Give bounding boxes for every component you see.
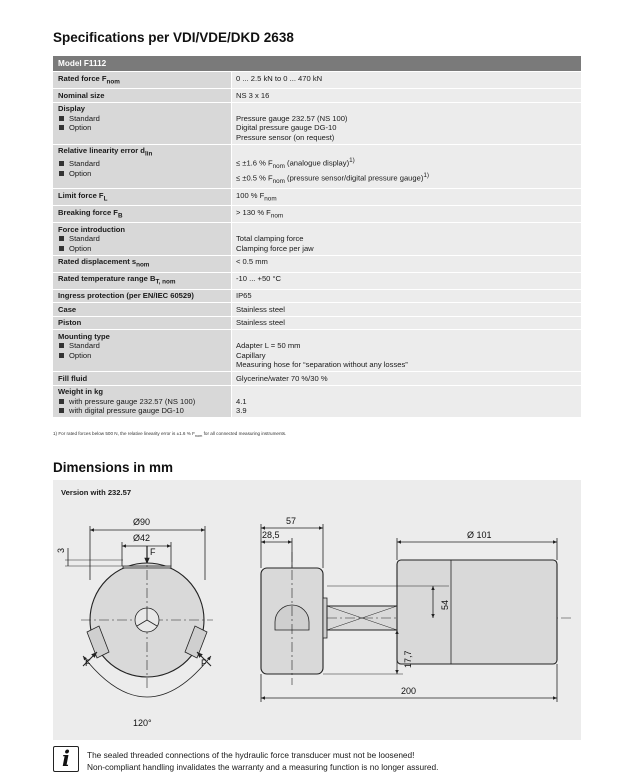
side-view xyxy=(261,524,573,702)
label-dim-28-5: 28,5 xyxy=(262,530,280,540)
front-view xyxy=(65,526,213,697)
version-label: Version with 232.57 xyxy=(61,488,132,497)
row-fill-fluid: Fill fluid Glycerine/water 70 %/30 % xyxy=(53,371,581,385)
row-linearity: Relative linearity error $d_{lin}$ Standard Option ≤ ±1.6 % $F_{nom}$ (analogue display)$^{1)}$ ≤ ±0.5 % $F_{nom}$ (pressure sensor/digital pressure gauge)$^{1)}$ xyxy=(53,144,581,189)
label-force-top: F xyxy=(150,547,156,557)
row-mounting: Mounting type Standard Option Adapter L = 50 mm Capillary Measuring hose for “separation without any losses” xyxy=(53,329,581,371)
bullet-icon xyxy=(59,408,64,413)
label-angle: 120° xyxy=(133,718,152,728)
row-rated-force: Rated force $F_{nom}$ 0 ... 2.5 kN to 0 ... 470 kN xyxy=(53,71,581,88)
bullet-icon xyxy=(59,116,64,121)
label-force-right: F xyxy=(201,658,207,668)
label-d101: Ø 101 xyxy=(467,530,492,540)
row-display: Display Standard Option Pressure gauge 232.57 (NS 100) Digital pressure gauge DG-10 Pressure sensor (on request) xyxy=(53,102,581,144)
dimensions-title: Dimensions in mm xyxy=(53,460,174,475)
label-dim-17-7: 17,7 xyxy=(403,650,413,668)
spec-table xyxy=(53,56,581,417)
row-temperature: Rated temperature range $B_{T, nom}$ -10 ... +50 °C xyxy=(53,272,581,289)
model-header: Model F1112 xyxy=(53,56,581,71)
warning-note xyxy=(53,745,581,775)
label-force-left: F xyxy=(85,658,91,668)
spec-title: Specifications per VDI/VDE/DKD 2638 xyxy=(53,30,294,45)
technical-drawing-svg xyxy=(53,480,581,740)
row-piston: Piston Stainless steel xyxy=(53,316,581,330)
label-d42: Ø42 xyxy=(133,533,151,543)
bullet-icon xyxy=(59,353,64,358)
info-icon: i xyxy=(53,746,79,772)
dimension-drawing xyxy=(53,480,581,740)
label-dim-54: 54 xyxy=(440,599,450,610)
bullet-icon xyxy=(59,125,64,130)
row-weight: Weight in kg with pressure gauge 232.57 (NS 100) with digital pressure gauge DG-10 4.1 3.9 xyxy=(53,385,581,418)
label-dim-200: 200 xyxy=(401,686,417,696)
footnote: 1) For rated forces below 500 N, the relative linearity error is ±1.6 % $F_{nom}$ for all connected measuring instruments. xyxy=(53,431,287,438)
label-dim-57: 57 xyxy=(286,516,297,526)
bullet-icon xyxy=(59,246,64,251)
row-force-introduction: Force introduction Standard Option Total clamping force Clamping force per jaw xyxy=(53,222,581,255)
label-d90: Ø90 xyxy=(133,517,151,527)
label-dim-3: 3 xyxy=(56,547,66,553)
bullet-icon xyxy=(59,171,64,176)
row-displacement: Rated displacement $s_{nom}$ < 0.5 mm xyxy=(53,255,581,272)
row-limit-force: Limit force $F_L$ 100 % $F_{nom}$ xyxy=(53,188,581,205)
bullet-icon xyxy=(59,399,64,404)
note-line-2: Non-compliant handling invalidates the warranty and a measuring function is no longer assured. xyxy=(87,762,439,772)
row-ingress: Ingress protection (per EN/IEC 60529) IP65 xyxy=(53,289,581,303)
bullet-icon xyxy=(59,161,64,166)
row-nominal-size: Nominal size NS 3 x 16 xyxy=(53,88,581,102)
row-breaking-force: Breaking force $F_B$ > 130 % $F_{nom}$ xyxy=(53,205,581,222)
bullet-icon xyxy=(59,236,64,241)
bullet-icon xyxy=(59,343,64,348)
row-case: Case Stainless steel xyxy=(53,302,581,316)
note-line-1: The sealed threaded connections of the hydraulic force transducer must not be loosened! xyxy=(87,750,415,760)
